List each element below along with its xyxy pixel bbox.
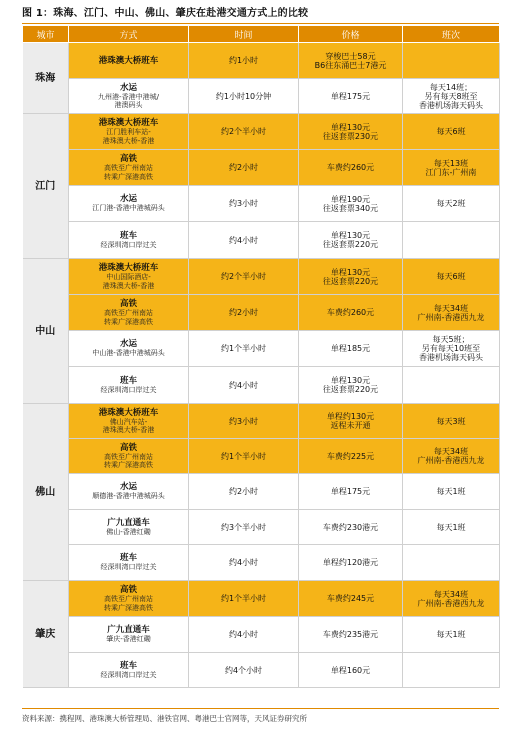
time-cell: 约4小时 bbox=[189, 222, 299, 259]
method-cell bbox=[69, 331, 189, 367]
price-line: 往返套票340元 bbox=[322, 203, 379, 213]
frequency-line: 每天34班 bbox=[433, 447, 469, 456]
frequency-line: 每天5班； bbox=[432, 335, 470, 344]
table-row bbox=[23, 474, 500, 510]
comparison-table bbox=[22, 25, 500, 688]
method-name: 水运 bbox=[119, 482, 137, 493]
price-line: 车费约225元 bbox=[326, 451, 375, 461]
time-cell: 约1小时 bbox=[189, 43, 299, 79]
time-cell: 约4小时 bbox=[189, 617, 299, 653]
header-price: 价格 bbox=[299, 26, 403, 43]
method-detail: 中山国际酒店- bbox=[106, 273, 151, 281]
price-cell bbox=[299, 43, 403, 79]
price-line: 往返套票220元 bbox=[322, 276, 379, 286]
frequency-line: 每天1班 bbox=[436, 630, 466, 639]
table-row bbox=[23, 617, 500, 653]
method-name: 广九直通车 bbox=[107, 517, 150, 528]
method-cell bbox=[69, 79, 189, 114]
price-line: 穿梭巴士58元 bbox=[325, 51, 376, 61]
time-cell: 约2小时 bbox=[189, 474, 299, 510]
frequency-line: 每天13班 bbox=[433, 158, 469, 168]
time-cell: 约2小时 bbox=[189, 295, 299, 331]
time-cell: 约2小时 bbox=[189, 150, 299, 186]
table-row bbox=[23, 150, 500, 186]
time-cell: 约4小时 bbox=[189, 367, 299, 404]
frequency-line: 每天34班 bbox=[433, 589, 469, 599]
price-cell bbox=[299, 581, 403, 617]
method-detail: 中山港-香港中港城码头 bbox=[92, 349, 165, 358]
frequency-line: 广州南-香港西九龙 bbox=[417, 312, 485, 322]
method-name: 港珠澳大桥班车 bbox=[98, 263, 159, 273]
method-detail: 港珠澳大桥-香港 bbox=[102, 426, 155, 434]
method-detail: 转乘广深港高铁 bbox=[104, 172, 153, 181]
method-cell bbox=[69, 617, 189, 653]
price-cell bbox=[299, 331, 403, 367]
method-detail: 转乘广深港高铁 bbox=[104, 317, 153, 326]
table-header bbox=[23, 26, 500, 43]
frequency-line: 香港机场海天码头 bbox=[419, 100, 483, 110]
method-name: 班车 bbox=[119, 660, 137, 671]
price-cell bbox=[299, 367, 403, 404]
method-name: 高铁 bbox=[119, 442, 137, 453]
table-row bbox=[23, 404, 500, 439]
method-name: 高铁 bbox=[119, 585, 137, 595]
method-name: 港珠澳大桥班车 bbox=[98, 118, 159, 128]
table-row bbox=[23, 259, 500, 295]
method-cell bbox=[69, 186, 189, 222]
method-cell bbox=[69, 114, 189, 150]
method-detail: 转乘广深港高铁 bbox=[104, 461, 153, 469]
frequency-line: 每天6班 bbox=[436, 127, 466, 136]
frequency-line: 香港机场海天码头 bbox=[419, 353, 483, 362]
price-line: 车费约230港元 bbox=[322, 522, 379, 532]
price-line: 往返套票220元 bbox=[322, 240, 379, 249]
time-cell: 约4小时 bbox=[189, 545, 299, 581]
price-line: 返程未开通 bbox=[330, 421, 371, 430]
price-line: 单程约120港元 bbox=[322, 558, 379, 567]
price-cell bbox=[299, 474, 403, 510]
frequency-cell bbox=[403, 404, 500, 439]
price-cell bbox=[299, 114, 403, 150]
table-row bbox=[23, 439, 500, 474]
price-cell bbox=[299, 510, 403, 545]
source-note: 资料来源：携程网、港珠澳大桥管理局、港铁官网、粤港巴士官网等，天风证券研究所 bbox=[22, 708, 499, 724]
title-divider bbox=[22, 23, 499, 24]
time-cell: 约1小时10分钟 bbox=[189, 79, 299, 114]
frequency-cell bbox=[403, 222, 500, 259]
price-cell bbox=[299, 439, 403, 474]
frequency-line: 每天6班 bbox=[436, 272, 466, 281]
method-detail: 高铁至广州南站 bbox=[104, 309, 153, 317]
method-cell bbox=[69, 545, 189, 581]
method-cell bbox=[69, 222, 189, 259]
method-detail: 顺德港-香港中港城码头 bbox=[92, 492, 165, 501]
method-detail: 经深圳湾口岸过关 bbox=[100, 240, 157, 249]
city-cell: 佛山 bbox=[23, 404, 69, 581]
table-row bbox=[23, 653, 500, 688]
price-line: 单程175元 bbox=[330, 487, 371, 496]
method-detail: 港珠澳大桥-香港 bbox=[102, 136, 155, 145]
time-cell: 约2个半小时 bbox=[189, 114, 299, 150]
frequency-cell bbox=[403, 439, 500, 474]
method-name: 港珠澳大桥班车 bbox=[98, 407, 159, 418]
city-cell: 肇庆 bbox=[23, 581, 69, 688]
city-cell: 中山 bbox=[23, 259, 69, 404]
method-cell bbox=[69, 43, 189, 79]
time-cell: 约3小时 bbox=[189, 186, 299, 222]
method-detail: 肇庆-香港红磡 bbox=[106, 635, 151, 644]
figure-title-bar bbox=[22, 6, 499, 24]
price-line: 车费约235港元 bbox=[322, 630, 379, 639]
method-name: 班车 bbox=[119, 553, 137, 564]
price-line: B6往东涌巴士7港元 bbox=[314, 60, 387, 70]
frequency-line: 另有每天10班至 bbox=[421, 344, 481, 353]
frequency-line: 江门东-广州南 bbox=[425, 167, 477, 177]
city-cell: 江门 bbox=[23, 114, 69, 259]
frequency-cell bbox=[403, 545, 500, 581]
price-cell bbox=[299, 653, 403, 688]
frequency-cell bbox=[403, 617, 500, 653]
method-detail: 港澳码头 bbox=[114, 101, 143, 109]
method-cell bbox=[69, 259, 189, 295]
price-line: 单程130元 bbox=[330, 231, 371, 240]
price-cell bbox=[299, 545, 403, 581]
method-name: 高铁 bbox=[119, 154, 137, 164]
city-cell: 珠海 bbox=[23, 43, 69, 114]
method-detail: 江门港-香港中港城码头 bbox=[92, 204, 165, 213]
frequency-cell bbox=[403, 79, 500, 114]
method-name: 班车 bbox=[119, 230, 137, 241]
method-cell bbox=[69, 581, 189, 617]
frequency-line: 每天1班 bbox=[436, 487, 466, 496]
method-name: 港珠澳大桥班车 bbox=[98, 55, 159, 66]
price-cell bbox=[299, 79, 403, 114]
price-cell bbox=[299, 222, 403, 259]
method-name: 水运 bbox=[119, 194, 137, 205]
method-cell bbox=[69, 439, 189, 474]
table-row bbox=[23, 331, 500, 367]
method-detail: 九州港-香港中港城/ bbox=[98, 92, 159, 101]
time-cell: 约1个半小时 bbox=[189, 331, 299, 367]
price-cell bbox=[299, 404, 403, 439]
method-name: 班车 bbox=[119, 375, 137, 386]
method-detail: 佛山汽车站- bbox=[109, 417, 148, 426]
table-row bbox=[23, 510, 500, 545]
price-line: 往返套票230元 bbox=[322, 131, 379, 141]
price-line: 车费约260元 bbox=[326, 308, 375, 317]
frequency-cell bbox=[403, 114, 500, 150]
method-detail: 高铁至广州南站 bbox=[104, 164, 153, 172]
price-line: 车费约245元 bbox=[326, 594, 375, 603]
frequency-line: 每天2班 bbox=[436, 199, 466, 208]
method-cell bbox=[69, 510, 189, 545]
frequency-line: 广州南-香港西九龙 bbox=[417, 456, 485, 465]
time-cell: 约3个半小时 bbox=[189, 510, 299, 545]
price-line: 单程130元 bbox=[330, 376, 371, 385]
method-detail: 高铁至广州南站 bbox=[104, 595, 153, 603]
frequency-cell bbox=[403, 581, 500, 617]
method-name: 广九直通车 bbox=[107, 625, 150, 636]
frequency-cell bbox=[403, 510, 500, 545]
frequency-line: 每天3班 bbox=[436, 416, 466, 426]
time-cell: 约3小时 bbox=[189, 404, 299, 439]
frequency-line: 每天14班； bbox=[429, 82, 473, 92]
price-cell bbox=[299, 259, 403, 295]
frequency-line: 每天1班 bbox=[436, 522, 466, 532]
price-line: 单程175元 bbox=[330, 91, 371, 101]
method-name: 水运 bbox=[119, 339, 137, 350]
price-line: 单程130元 bbox=[330, 267, 371, 277]
price-line: 单程160元 bbox=[330, 665, 371, 675]
table-row bbox=[23, 186, 500, 222]
method-cell bbox=[69, 474, 189, 510]
header-time: 时间 bbox=[189, 26, 299, 43]
table-row bbox=[23, 545, 500, 581]
price-line: 单程130元 bbox=[330, 122, 371, 132]
method-cell bbox=[69, 367, 189, 404]
frequency-cell bbox=[403, 186, 500, 222]
time-cell: 约1个半小时 bbox=[189, 581, 299, 617]
frequency-cell bbox=[403, 259, 500, 295]
frequency-cell bbox=[403, 331, 500, 367]
price-line: 单程约130元 bbox=[326, 412, 375, 421]
method-cell bbox=[69, 150, 189, 186]
frequency-line: 每天34班 bbox=[433, 303, 469, 313]
table-row bbox=[23, 295, 500, 331]
method-cell bbox=[69, 404, 189, 439]
frequency-cell bbox=[403, 43, 500, 79]
method-detail: 港珠澳大桥-香港 bbox=[102, 281, 155, 290]
table-row bbox=[23, 367, 500, 404]
time-cell: 约2个半小时 bbox=[189, 259, 299, 295]
method-detail: 佛山-香港红磡 bbox=[106, 527, 151, 536]
table-row bbox=[23, 43, 500, 79]
method-detail: 江门胜利车站- bbox=[106, 128, 151, 136]
method-detail: 经深圳湾口岸过关 bbox=[100, 385, 157, 394]
method-detail: 经深圳湾口岸过关 bbox=[100, 563, 157, 572]
table-row bbox=[23, 222, 500, 259]
price-line: 往返套票220元 bbox=[322, 385, 379, 394]
frequency-cell bbox=[403, 150, 500, 186]
method-detail: 经深圳湾口岸过关 bbox=[100, 670, 157, 679]
header-city: 城市 bbox=[23, 26, 69, 43]
header-frequency: 班次 bbox=[403, 26, 500, 43]
price-line: 单程185元 bbox=[330, 344, 371, 353]
price-cell bbox=[299, 295, 403, 331]
table-row bbox=[23, 114, 500, 150]
method-name: 高铁 bbox=[119, 299, 137, 309]
time-cell: 约1个半小时 bbox=[189, 439, 299, 474]
method-cell bbox=[69, 653, 189, 688]
header-method: 方式 bbox=[69, 26, 189, 43]
price-line: 车费约260元 bbox=[326, 163, 375, 172]
figure-title: 图 1：珠海、江门、中山、佛山、肇庆在赴港交通方式上的比较 bbox=[22, 8, 309, 19]
frequency-line: 广州南-香港西九龙 bbox=[417, 598, 485, 608]
table-body bbox=[23, 43, 500, 688]
price-line: 单程190元 bbox=[330, 194, 371, 204]
time-cell: 约4个小时 bbox=[189, 653, 299, 688]
table-row bbox=[23, 581, 500, 617]
method-name: 水运 bbox=[119, 82, 137, 93]
price-cell bbox=[299, 150, 403, 186]
method-detail: 转乘广深港高铁 bbox=[104, 603, 153, 612]
table-row bbox=[23, 79, 500, 114]
frequency-cell bbox=[403, 653, 500, 688]
method-detail: 高铁至广州南站 bbox=[104, 452, 153, 461]
frequency-cell bbox=[403, 474, 500, 510]
price-cell bbox=[299, 617, 403, 653]
method-cell bbox=[69, 295, 189, 331]
price-cell bbox=[299, 186, 403, 222]
frequency-cell bbox=[403, 367, 500, 404]
frequency-line: 另有每天8班至 bbox=[424, 91, 478, 101]
frequency-cell bbox=[403, 295, 500, 331]
